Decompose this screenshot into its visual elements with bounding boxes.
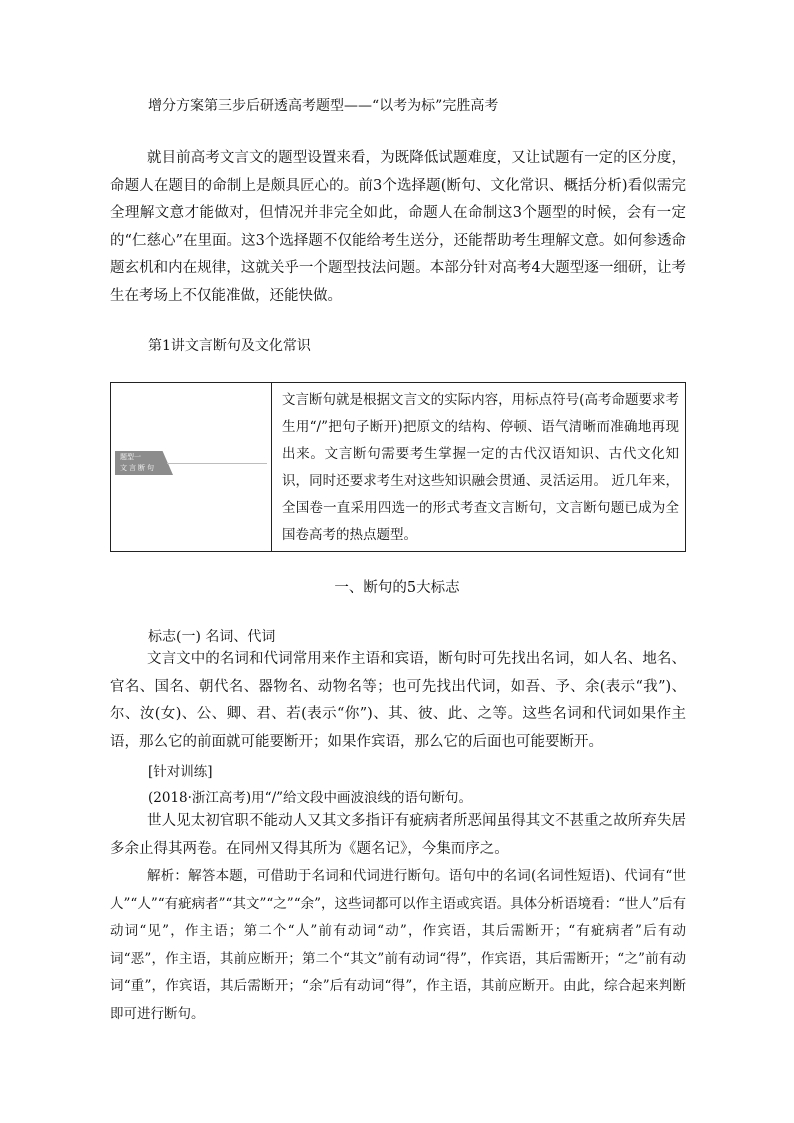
mark-label: 标志(一) 名词、代词 [148,629,276,645]
mark-paragraph: 文言文中的名词和代词常用来作主语和宾语，断句时可先找出名词，如人名、地名、官名、国名、朝代名、器物名、动物名等；也可先找出代词，如吾、予、余(表示“我”)、尔、汝(女)、公、卿、君、若(表示“你”)、其、彼、此、之等。这些名词和代词如果作主语，那么它的前面就可能要断开；如果作宾语，那么它的后面也可能要断开。 [110,651,686,750]
badge-line2: 文言断句 [120,464,156,472]
lecture-title: 第1讲文言断句及文化常识 [148,338,311,354]
question-type-badge [115,451,265,475]
practice-sentence: 世人见太初官职不能动人又其文多指讦有疵病者所恶闻虽得其文不甚重之故所弃失居多余止得其两卷。在同州又得其所为《题名记》，今集而序之。 [110,813,686,857]
badge-line1: 题型一 [120,453,141,461]
box-label-cell [111,383,272,552]
badge-divider [167,463,267,464]
page-header-title: 增分方案第三步后研透高考题型——“以考为标”完胜高考 [148,98,499,114]
section-title: 一、断句的5大标志 [334,580,460,596]
practice-source: (2018·浙江高考)用“/”给文段中画波浪线的语句断句。 [148,790,473,806]
analysis-paragraph: 解析：解答本题，可借助于名词和代词进行断句。语句中的名词(名词性短语)、代词有“世人”“人”“有疵病者”“其文”“之”“余”，这些词都可以作主语或宾语。具体分析语境看：“世人”后有动词“见”，作主语；第二个“人”前有动词“动”，作宾语，其后需断开；“有疵病者”后有动词“恶”，作主语，其前应断开；第二个“其文”前有动词“得”，作宾语，其后需断开；“之”前有动词“重”，作宾语，其后需断开；“余”后有动词“得”，作主语，其前应断开。由此，综合起来判断即可进行断句。 [110,868,686,1022]
practice-label: [针对训练] [148,764,213,780]
intro-paragraph: 就目前高考文言文的题型设置来看，为既降低试题难度，又让试题有一定的区分度，命题人在题目的命制上是颇具匠心的。前3个选择题(断句、文化常识、概括分析)看似需完全理解文意才能做对，但情况并非完全如此，命题人在命制这3个题型的时候，会有一定的“仁慈心”在里面。这3个选择题不仅能给考生送分，还能帮助考生理解文意。如何参透命题玄机和内在规律，这就关乎一个题型技法问题。本部分针对高考4大题型逐一细研，让考生在考场上不仅能准做，还能快做。 [110,150,686,304]
question-type-box [110,382,686,552]
box-text-cell: 文言断句就是根据文言文的实际内容，用标点符号(高考命题要求考生用“/”把句子断开)把原文的结构、停顿、语气清晰而准确地再现出来。文言断句需要考生掌握一定的古代汉语知识、古代文化知识，同时还要求考生对这些知识融会贯通、灵活运用。 近几年来，全国卷一直采用四选一的形式考查文言断句，文言断句题已成为全国卷高考的热点题型。 [272,383,686,552]
